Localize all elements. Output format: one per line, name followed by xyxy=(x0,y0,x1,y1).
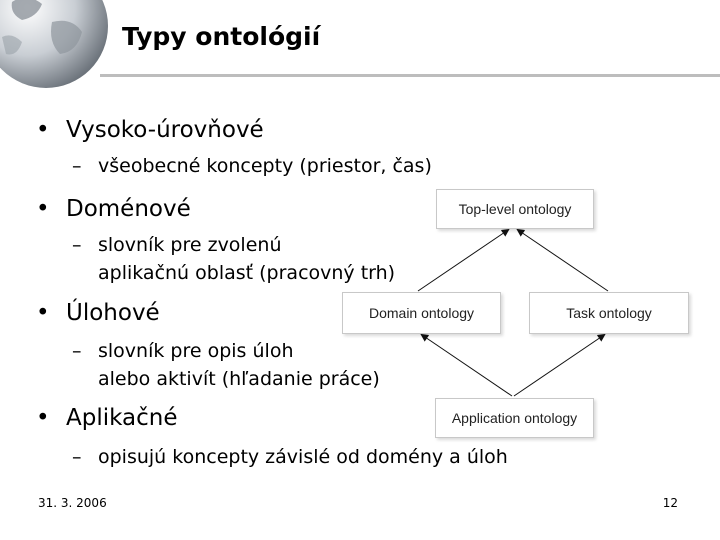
task-ontology-box: Task ontology xyxy=(529,292,689,334)
arrow-domain-to-top xyxy=(418,230,508,291)
sub-item-task: – slovník pre opis úloh alebo aktivít (hľadanie práce) xyxy=(72,337,380,393)
sub-item-application: – opisujú koncepty závislé od domény a úloh xyxy=(72,446,508,468)
arrow-app-to-task xyxy=(514,335,604,396)
sub-item-domain: – slovník pre zvolenú aplikačnú oblasť (pracovný trh) xyxy=(72,231,395,287)
bullet-domain xyxy=(36,196,191,222)
bullet-dot: • xyxy=(36,196,50,222)
application-ontology-box: Application ontology xyxy=(435,398,594,438)
bullet-task xyxy=(36,300,160,326)
sub-item-text: aplikačnú oblasť (pracovný trh) xyxy=(98,262,396,284)
bullet-dot: • xyxy=(36,405,50,431)
top-level-ontology-box: Top-level ontology xyxy=(436,189,594,229)
bullet-label: Doménové xyxy=(66,196,191,222)
bullet-label: Aplikačné xyxy=(66,405,178,431)
arrow-app-to-domain xyxy=(422,335,512,396)
slide-title: Typy ontológií xyxy=(122,22,321,51)
bullet-top-level xyxy=(36,117,264,143)
domain-ontology-box: Domain ontology xyxy=(342,292,501,334)
sub-item-text: opisujú koncepty závislé od domény a úloh xyxy=(98,446,508,468)
page-number: 12 xyxy=(662,496,678,510)
sub-item-text: všeobecné koncepty (priestor, čas) xyxy=(98,155,432,177)
arrow-task-to-top xyxy=(518,230,608,291)
sub-item-text: alebo aktivít (hľadanie práce) xyxy=(98,368,380,390)
bullet-label: Vysoko-úrovňové xyxy=(66,117,264,143)
bullet-label: Úlohové xyxy=(66,300,160,326)
bullet-dot: • xyxy=(36,117,50,143)
globe-logo-icon xyxy=(0,0,110,90)
sub-item-text: slovník pre zvolenú xyxy=(98,234,282,256)
footer-date: 31. 3. 2006 xyxy=(38,496,107,510)
sub-item-text: slovník pre opis úloh xyxy=(98,340,294,362)
bullet-application xyxy=(36,405,178,431)
sub-item-top-level: – všeobecné koncepty (priestor, čas) xyxy=(72,155,432,177)
bullet-dot: • xyxy=(36,300,50,326)
title-divider xyxy=(100,74,720,77)
